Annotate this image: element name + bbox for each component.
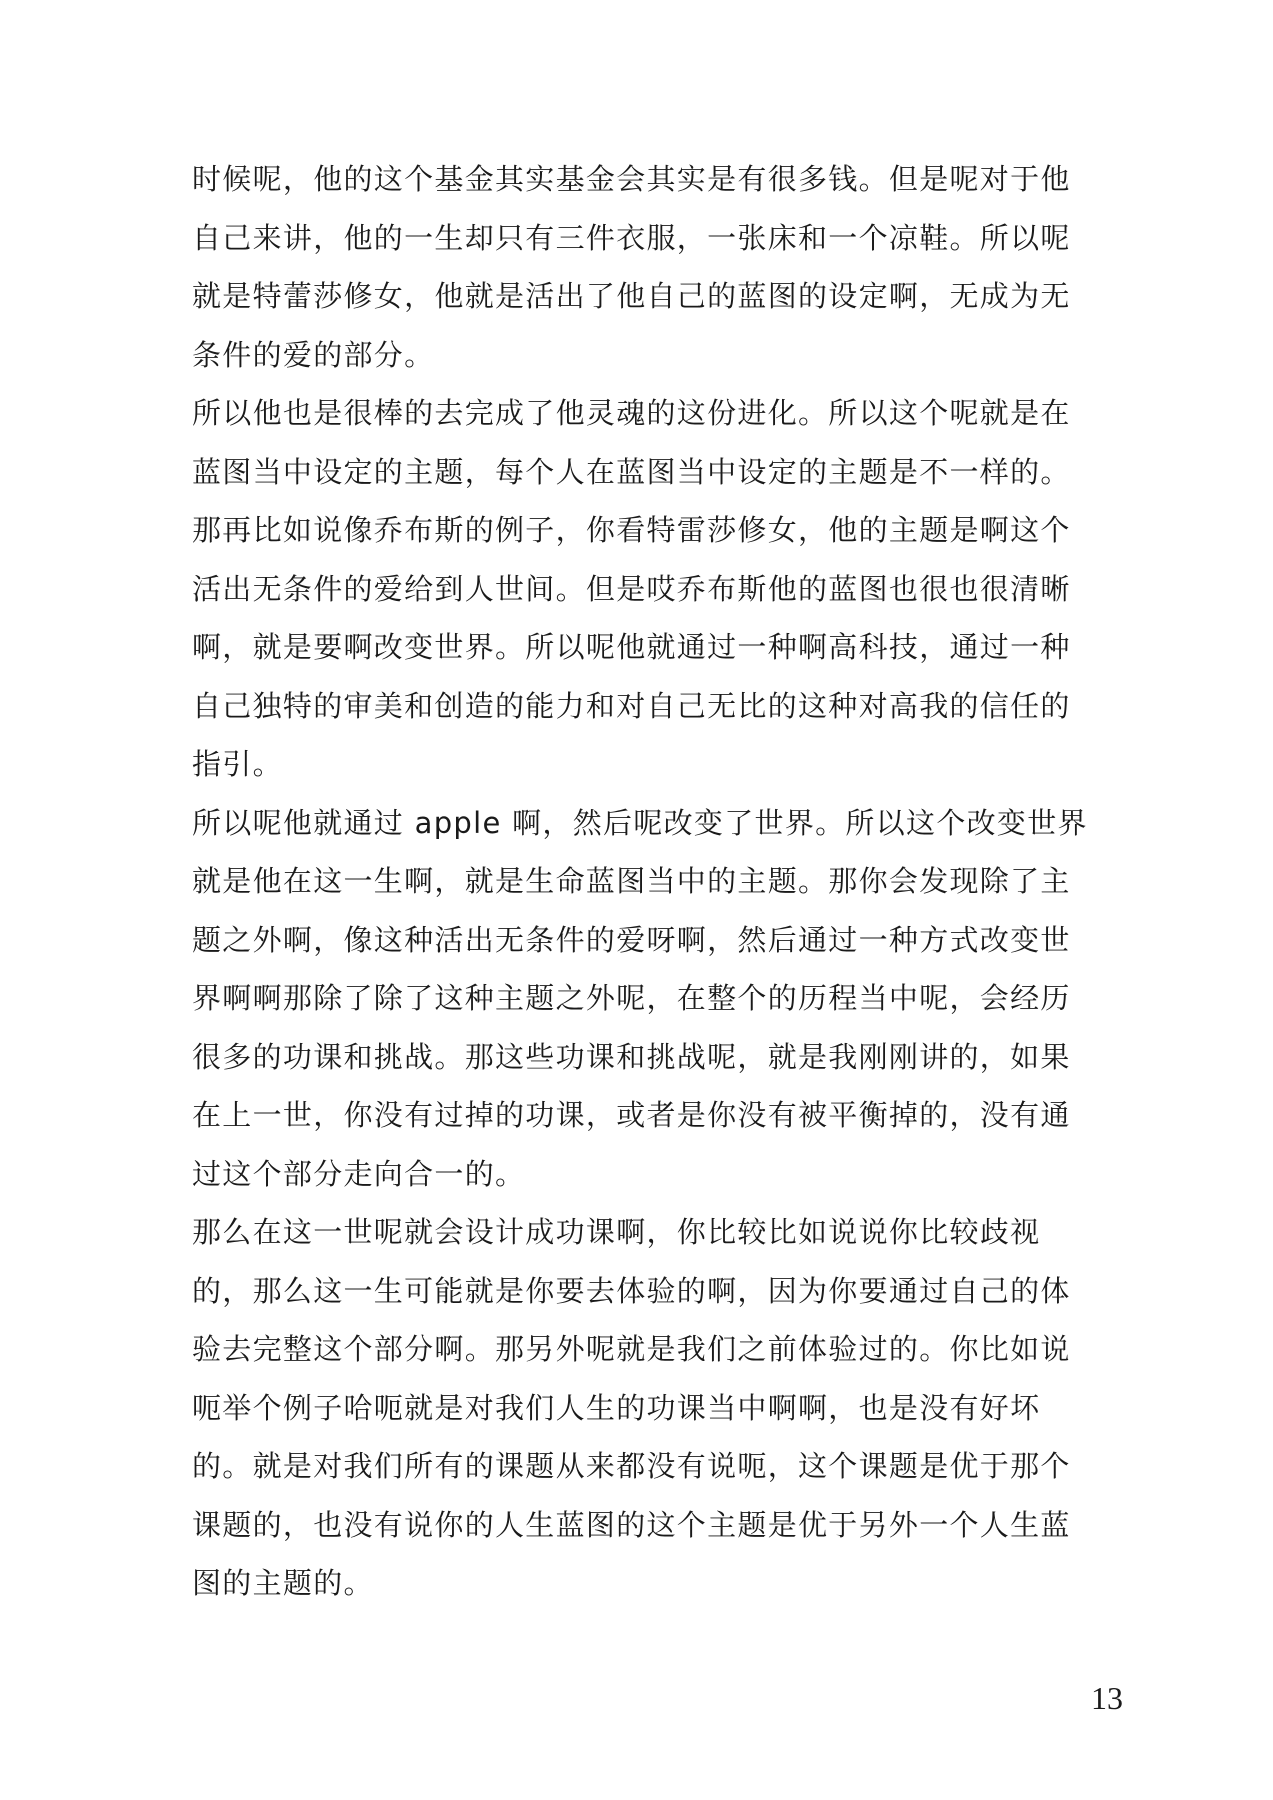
text-line: 自己来讲，他的一生却只有三件衣服，一张床和一个凉鞋。所以呢 [192, 220, 1071, 255]
text-line: 那么在这一世呢就会设计成功课啊，你比较比如说说你比较歧视 [192, 1215, 1041, 1249]
text-line: 就是他在这一生啊，就是生命蓝图当中的主题。那你会发现除了主 [192, 864, 1071, 898]
text-line: 界啊啊那除了除了这种主题之外呢，在整个的历程当中呢，会经历 [192, 981, 1071, 1015]
text-line: 过这个部分走向合一的。 [192, 1156, 526, 1191]
text-line: 所以他也是很棒的去完成了他灵魂的这份进化。所以这个呢就是在 [192, 396, 1071, 430]
text-line: 条件的爱的部分。 [192, 337, 435, 372]
text-line: 自己独特的审美和创造的能力和对自己无比的这种对高我的信任的 [192, 688, 1071, 723]
text-line: 的，那么这一生可能就是你要去体验的啊，因为你要通过自己的体 [192, 1273, 1071, 1308]
text-line: 所以呢他就通过 apple 啊，然后呢改变了世界。所以这个改变世界 [192, 805, 1088, 840]
text-line: 啊，就是要啊改变世界。所以呢他就通过一种啊高科技，通过一种 [192, 630, 1071, 664]
text-line: 验去完整这个部分啊。那另外呢就是我们之前体验过的。你比如说 [192, 1332, 1071, 1366]
text-line: 活出无条件的爱给到人世间。但是哎乔布斯他的蓝图也很也很清晰 [192, 571, 1071, 606]
body-text [192, 150, 1088, 1613]
text-line: 在上一世，你没有过掉的功课，或者是你没有被平衡掉的，没有通 [192, 1098, 1071, 1132]
text-line: 呃举个例子哈呃就是对我们人生的功课当中啊啊，也是没有好坏 [192, 1390, 1041, 1425]
text-line: 时候呢，他的这个基金其实基金会其实是有很多钱。但是呢对于他 [192, 162, 1071, 196]
text-line: 很多的功课和挑战。那这些功课和挑战呢，就是我刚刚讲的，如果 [192, 1039, 1071, 1074]
text-line: 图的主题的。 [192, 1566, 374, 1600]
text-line: 蓝图当中设定的主题，每个人在蓝图当中设定的主题是不一样的。 [192, 454, 1071, 489]
text-line: 题之外啊，像这种活出无条件的爱呀啊，然后通过一种方式改变世 [192, 922, 1071, 957]
text-line: 那再比如说像乔布斯的例子，你看特雷莎修女，他的主题是啊这个 [192, 513, 1071, 547]
page-number: 13 [1091, 1680, 1123, 1716]
text-line: 就是特蕾莎修女，他就是活出了他自己的蓝图的设定啊，无成为无 [192, 279, 1071, 313]
text-line: 的。就是对我们所有的课题从来都没有说呃，这个课题是优于那个 [192, 1449, 1071, 1483]
text-line: 课题的，也没有说你的人生蓝图的这个主题是优于另外一个人生蓝 [192, 1507, 1071, 1542]
text-line: 指引。 [192, 747, 283, 781]
